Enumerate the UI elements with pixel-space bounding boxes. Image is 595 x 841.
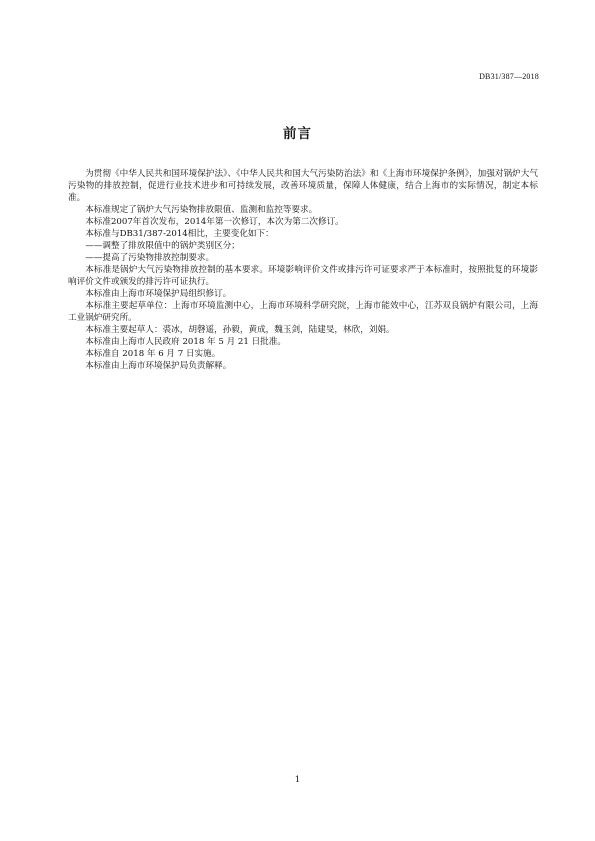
paragraph-effective-date: 本标准自 2018 年 6 月 7 日实施。	[85, 349, 221, 359]
paragraph-approval: 本标准由上海市人民政府 2018 年 5 月 21 日批准。	[85, 337, 286, 347]
page-number: 1	[294, 775, 301, 785]
foreword-body	[68, 168, 538, 372]
paragraph-drafters: 本标准主要起草人：裘冰，胡磬遥，孙毅，黄成，魏玉剑，陆建旻，林欣，刘娟。	[85, 325, 395, 335]
paragraph-changes-intro: 本标准与DB31/387-2014相比，主要变化如下：	[85, 229, 274, 239]
standard-code: DB31/387—2018	[479, 72, 539, 81]
change-item: ——提高了污染物排放控制要求。	[85, 253, 215, 263]
page-title: 前言	[283, 126, 312, 142]
paragraph-basic-requirement: 本标准是锅炉大气污染物排放控制的基本要求。环境影响评价文件或排污许可证要求严于本标准时，按照批复的环境影响评价文件或颁发的排污许可证执行。	[68, 265, 538, 287]
paragraph-organizer: 本标准由上海市环境保护局组织修订。	[85, 289, 232, 299]
paragraph-interpretation: 本标准由上海市环境保护局负责解释。	[85, 361, 232, 371]
change-item: ——调整了排放限值中的锅炉类别区分；	[85, 241, 240, 251]
paragraph-drafting-units: 本标准主要起草单位：上海市环境监测中心，上海市环境科学研究院，上海市能效中心，江苏双良锅炉有限公司，上海工业锅炉研究所。	[68, 301, 538, 323]
paragraph-purpose: 为贯彻《中华人民共和国环境保护法》、《中华人民共和国大气污染防治法》和《上海市环境保护条例》，加强对锅炉大气污染物的排放控制，促进行业技术进步和可持续发展，改善环境质量，保障人体健康，结合上海市的实际情况，制定本标准。	[68, 169, 538, 203]
paragraph-scope: 本标准规定了锅炉大气污染物排放限值、监测和监控等要求。	[85, 205, 318, 215]
paragraph-history: 本标准2007年首次发布，2014年第一次修订，本次为第二次修订。	[85, 217, 344, 227]
